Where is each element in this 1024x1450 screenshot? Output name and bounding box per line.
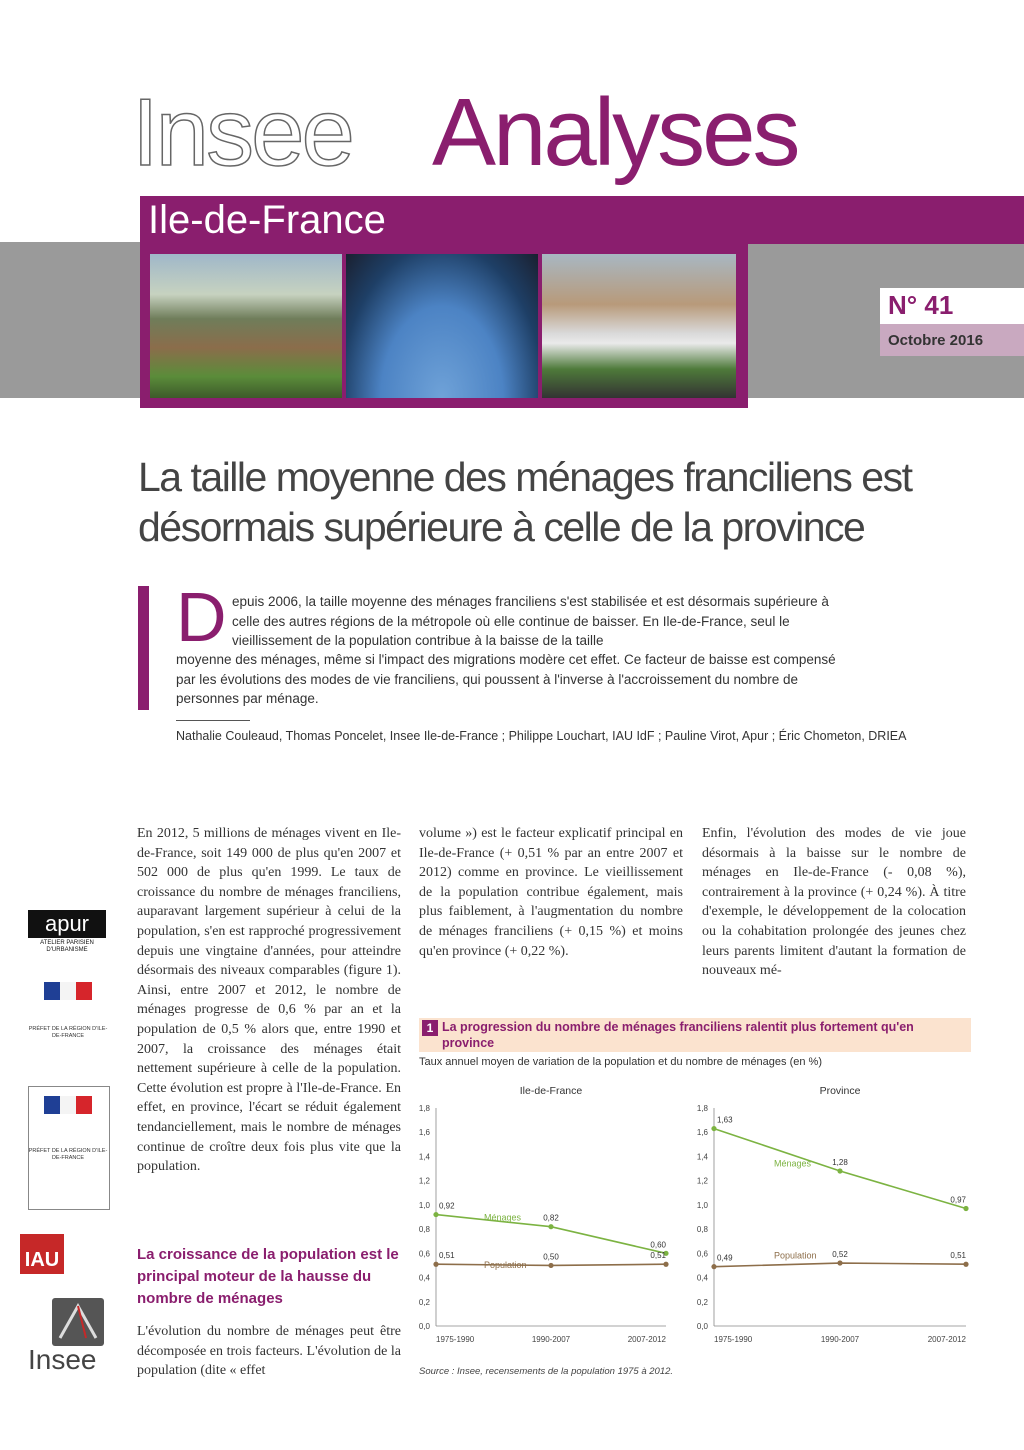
data-point bbox=[711, 1126, 716, 1131]
figure-subtitle: Taux annuel moyen de variation de la population et du nombre de ménages (en %) bbox=[419, 1056, 822, 1068]
authors: Nathalie Couleaud, Thomas Poncelet, Insee Ile-de-France ; Philippe Louchart, IAU IdF ; Pauline Virot, Apur ; Éric Chometon, DRIEA bbox=[176, 729, 907, 743]
data-point bbox=[663, 1262, 668, 1267]
prefet-region-label: PRÉFET DE LA RÉGION D'ILE-DE-FRANCE bbox=[28, 1148, 108, 1161]
y-tick-label: 1,8 bbox=[418, 1104, 430, 1113]
region-name: Ile-de-France bbox=[148, 198, 386, 242]
tramway-photo bbox=[542, 254, 736, 398]
body-column-2: volume ») est le facteur explicatif principal en Ile-de-France (+ 0,51 % par an entre 2007 et 2012) comme en province. Le vieillissement de la population contribue également, mais plus faiblement, à l'augmentation du nombre de ménages franciliens (+ 0,15 %) et moins qu'en province (+ 0,22 %). bbox=[419, 826, 683, 959]
y-tick-label: 0,8 bbox=[696, 1225, 708, 1235]
data-point bbox=[963, 1206, 968, 1211]
data-label: 0,52 bbox=[832, 1250, 848, 1260]
data-label: 1,28 bbox=[832, 1157, 848, 1167]
data-point bbox=[548, 1224, 553, 1229]
y-tick-label: 1,4 bbox=[418, 1152, 430, 1162]
data-point bbox=[963, 1262, 968, 1267]
series-name-label: Ménages bbox=[774, 1158, 812, 1169]
figure-source: Source : Insee, recensements de la population 1975 à 2012. bbox=[419, 1366, 674, 1377]
figure-number: 1 bbox=[422, 1020, 438, 1036]
series-name-label: Population bbox=[484, 1260, 527, 1271]
market-photo bbox=[150, 254, 342, 398]
y-tick-label: 1,2 bbox=[696, 1176, 708, 1186]
lead-paragraph-end: moyenne des ménages, même si l'impact des migrations modère cet effet. Ce facteur de baisse est compensé par les évolutions des modes de vie franciliens, qui poussent à l'inverse à l'accroissement du nombre de personnes par ménage. bbox=[176, 652, 836, 706]
y-tick-label: 1,8 bbox=[696, 1104, 708, 1113]
insee-logo-text: Insee bbox=[28, 1344, 97, 1375]
iau-logo: IAU bbox=[20, 1234, 64, 1274]
series-name-label: Population bbox=[774, 1250, 817, 1261]
y-tick-label: 0,2 bbox=[418, 1297, 430, 1307]
body-column-1: En 2012, 5 millions de ménages vivent en Ile-de-France, soit 149 000 de plus qu'en 2007 et 502 000 de plus qu'en 1999. Le taux de croissance du nombre de ménages franciliens, auparavant largement supérieur à celui de la population, s'en est rapproché progressivement depuis une vingtaine d'années, pour atteindre désormais des niveaux comparables (figure 1). Ainsi, entre 2007 et 2012, le nombre de ménages progresse de 0,6 % par an et la population de 0,5 % alors que, entre 1990 et 2007, la croissance des ménages était nettement supérieure à celle de la population. Cette évolution est propre à l'Ile-de-France. En effet, en province, l'écart se réduit également tendanciellement, mais le nombre de ménages continue de croître deux fois plus vite que la population. bbox=[137, 826, 401, 1175]
y-tick-label: 0,2 bbox=[696, 1297, 708, 1307]
issue-number: N° 41 bbox=[888, 290, 954, 320]
insee-logo-icon bbox=[52, 1298, 104, 1346]
series-name-label: Ménages bbox=[484, 1212, 522, 1223]
data-label: 1,63 bbox=[717, 1115, 733, 1125]
y-tick-label: 0,4 bbox=[418, 1273, 430, 1283]
y-tick-label: 1,2 bbox=[418, 1176, 430, 1186]
data-label: 0,50 bbox=[543, 1252, 559, 1262]
data-label: 0,51 bbox=[650, 1251, 666, 1261]
issue-date: Octobre 2016 bbox=[888, 332, 984, 349]
apur-logo-subtitle: ATELIER PARISIEN D'URBANISME bbox=[40, 940, 94, 953]
republic-flag-icon bbox=[44, 982, 92, 1000]
y-tick-label: 0,6 bbox=[418, 1249, 430, 1259]
data-label: 0,60 bbox=[650, 1240, 666, 1250]
y-tick-label: 1,6 bbox=[696, 1128, 708, 1138]
article-title: La taille moyenne des ménages franciliens est désormais supérieure à celle de la province bbox=[138, 454, 912, 550]
data-point bbox=[837, 1168, 842, 1173]
body-column-1-continued: L'évolution du nombre de ménages peut être décomposée en trois facteurs. L'évolution de la population (dite « effet bbox=[137, 1324, 401, 1379]
data-point bbox=[433, 1262, 438, 1267]
data-label: 0,82 bbox=[543, 1213, 559, 1223]
y-tick-label: 0,0 bbox=[418, 1322, 430, 1331]
y-tick-label: 1,0 bbox=[418, 1200, 430, 1210]
data-point bbox=[433, 1212, 438, 1217]
section-subheading: La croissance de la population est le principal moteur de la hausse du nombre de ménages bbox=[137, 1246, 399, 1307]
y-tick-label: 0,4 bbox=[696, 1273, 708, 1283]
republic-flag-icon bbox=[44, 1096, 92, 1114]
brand-insee: Insee bbox=[132, 79, 352, 186]
data-point bbox=[837, 1260, 842, 1265]
lead-paragraph-start: epuis 2006, la taille moyenne des ménages franciliens s'est stabilisée et est désormais supérieure à celle des autres régions de la métropole où elle continue de baisser. En Ile-de-France, seul le vieillissement de la population contribue à la baisse de la taille bbox=[232, 594, 829, 648]
chart-panel-title: Ile-de-France bbox=[519, 1085, 583, 1097]
prefet-region-label: PRÉFET DE LA RÉGION D'ILE-DE-FRANCE bbox=[28, 1026, 108, 1039]
eiffel-tower-photo bbox=[346, 254, 538, 398]
data-point bbox=[548, 1263, 553, 1268]
y-tick-label: 1,6 bbox=[418, 1128, 430, 1138]
apur-logo: apur bbox=[28, 910, 106, 938]
data-label: 0,97 bbox=[950, 1195, 966, 1205]
y-tick-label: 0,8 bbox=[418, 1225, 430, 1235]
data-label: 0,51 bbox=[950, 1251, 966, 1261]
authors-divider bbox=[176, 720, 250, 721]
chart-panel-title: Province bbox=[819, 1085, 861, 1097]
lead-dropcap: D bbox=[176, 578, 227, 656]
line-chart bbox=[410, 1074, 980, 1364]
y-tick-label: 1,4 bbox=[696, 1152, 708, 1162]
y-tick-label: 1,0 bbox=[696, 1200, 708, 1210]
data-label: 0,49 bbox=[717, 1253, 733, 1263]
lead-accent-bar bbox=[138, 586, 149, 710]
body-column-3: Enfin, l'évolution des modes de vie joue désormais à la baisse sur le nombre de ménages en Ile-de-France (- 0,08 %), contrairement à la province (+ 0,24 %). À titre d'exemple, le développement de la colocation ou la cohabitation prolongée des jeunes chez leurs parents limitent d'autant la formation de nouveaux mé- bbox=[702, 826, 966, 979]
x-tick-label: 2007-2012 bbox=[927, 1335, 966, 1344]
data-label: 0,51 bbox=[439, 1251, 455, 1261]
data-point bbox=[711, 1264, 716, 1269]
data-label: 0,92 bbox=[439, 1201, 455, 1211]
x-tick-label: 2007-2012 bbox=[627, 1335, 666, 1344]
x-tick-label: 1990-2007 bbox=[531, 1335, 571, 1344]
y-tick-label: 0,6 bbox=[696, 1249, 708, 1259]
x-tick-label: 1975-1990 bbox=[714, 1335, 753, 1344]
figure-title: La progression du nombre de ménages franciliens ralentit plus fortement qu'en province bbox=[442, 1020, 914, 1050]
y-tick-label: 0,0 bbox=[696, 1322, 708, 1331]
brand-analyses: Analyses bbox=[432, 79, 798, 186]
x-tick-label: 1975-1990 bbox=[436, 1335, 475, 1344]
x-tick-label: 1990-2007 bbox=[820, 1335, 860, 1344]
